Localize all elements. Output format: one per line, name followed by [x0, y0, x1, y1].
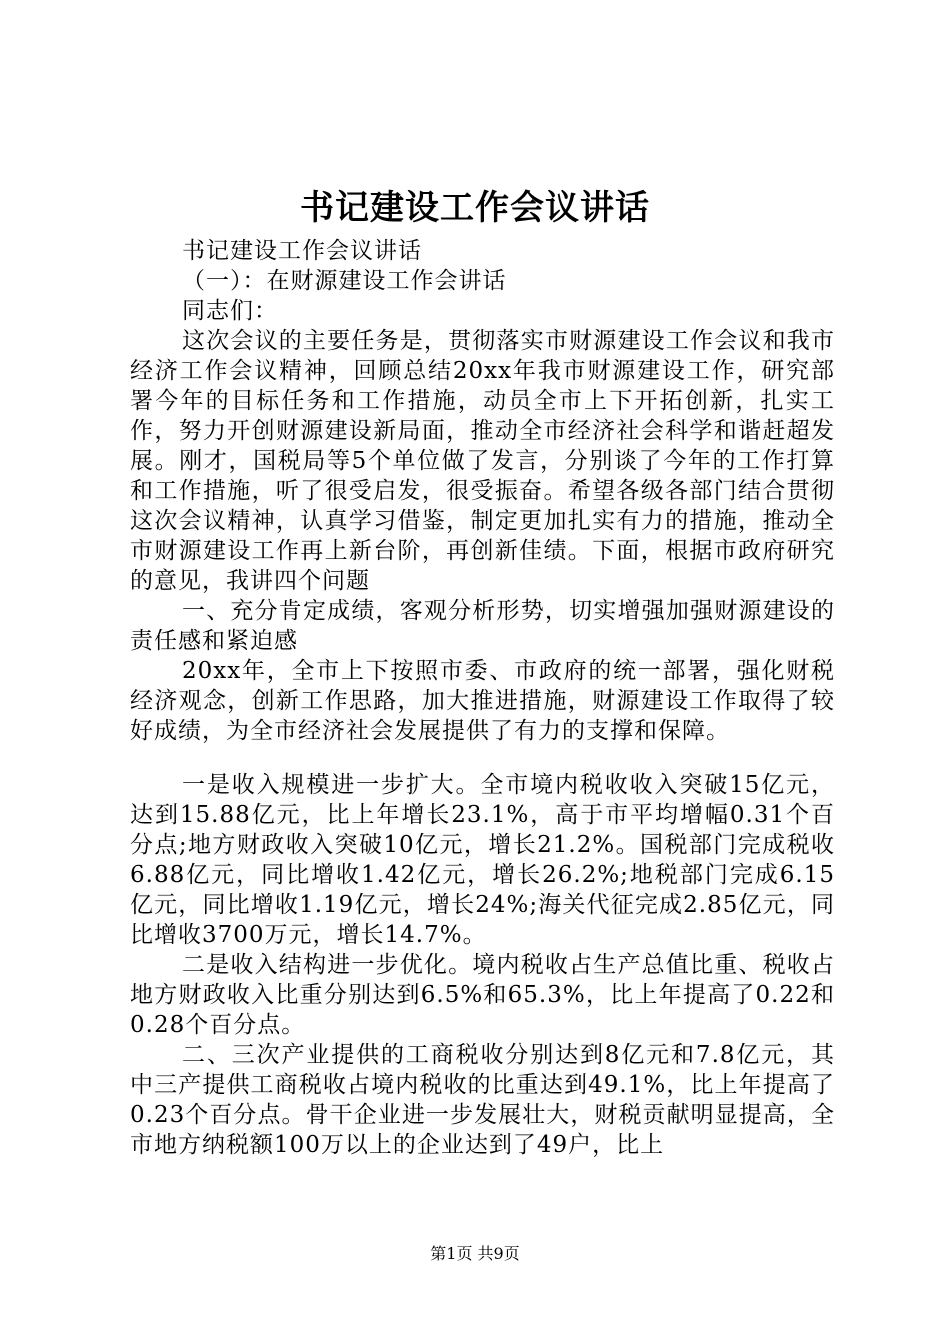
paragraph-salutation: 同志们：: [182, 298, 278, 324]
paragraph-introduction: 这次会议的主要任务是，贯彻落实市财源建设工作会议和我市经济工作会议精神，回顾总结20xx年我市财源建设工作，研究部署今年的目标任务和工作措施，动员全市上下开拓创新，扎实工作，努力开创财源建设新局面，推动全市经济社会科学和谐赶超发展。刚才，国税局等5个单位做了发言，分别谈了今年的工作打算和工作措施，听了很受启发，很受振奋。希望各级各部门结合贯彻这次会议精神，认真学习借鉴，制定更加扎实有力的措施，推动全市财源建设工作再上新台阶，再创新佳绩。下面，根据市政府研究的意见，我讲四个问题: [130, 328, 835, 594]
page-footer: 第1页 共9页: [430, 1244, 520, 1263]
paragraph-subtitle: 书记建设工作会议讲话: [182, 238, 422, 264]
document-body: [130, 236, 835, 1160]
paragraph-heading-one: 一、充分肯定成绩，客观分析形势，切实增强加强财源建设的责任感和紧迫感: [130, 598, 835, 654]
document-title: 书记建设工作会议讲话: [300, 188, 650, 228]
paragraph-revenue-structure: 二是收入结构进一步优化。境内税收占生产总值比重、税收占地方财政收入比重分别达到6.5%和65.3%，比上年提高了0.22和0.28个百分点。: [130, 952, 835, 1038]
paragraph-summary: 20xx年，全市上下按照市委、市政府的统一部署，强化财税经济观念，创新工作思路，加大推进措施，财源建设工作取得了较好成绩，为全市经济社会发展提供了有力的支撑和保障。: [130, 658, 835, 744]
paragraph-revenue-scale: 一是收入规模进一步扩大。全市境内税收收入突破15亿元，达到15.88亿元，比上年增长23.1%，高于市平均增幅0.31个百分点;地方财政收入突破10亿元，增长21.2%。国税部门完成税收6.88亿元，同比增收1.42亿元，增长26.2%;地税部门完成6.15亿元，同比增收1.19亿元，增长24%;海关代征完成2.85亿元，同比增收3700万元，增长14.7%。: [130, 772, 835, 948]
paragraph-industry-tax: 二、三次产业提供的工商税收分别达到8亿元和7.8亿元，其中三产提供工商税收占境内税收的比重达到49.1%，比上年提高了0.23个百分点。骨干企业进一步发展壮大，财税贡献明显提高，全市地方纳税额100万以上的企业达到了49户，比上: [130, 1042, 835, 1158]
paragraph-section-heading: （一）：在财源建设工作会讲话: [182, 268, 507, 294]
